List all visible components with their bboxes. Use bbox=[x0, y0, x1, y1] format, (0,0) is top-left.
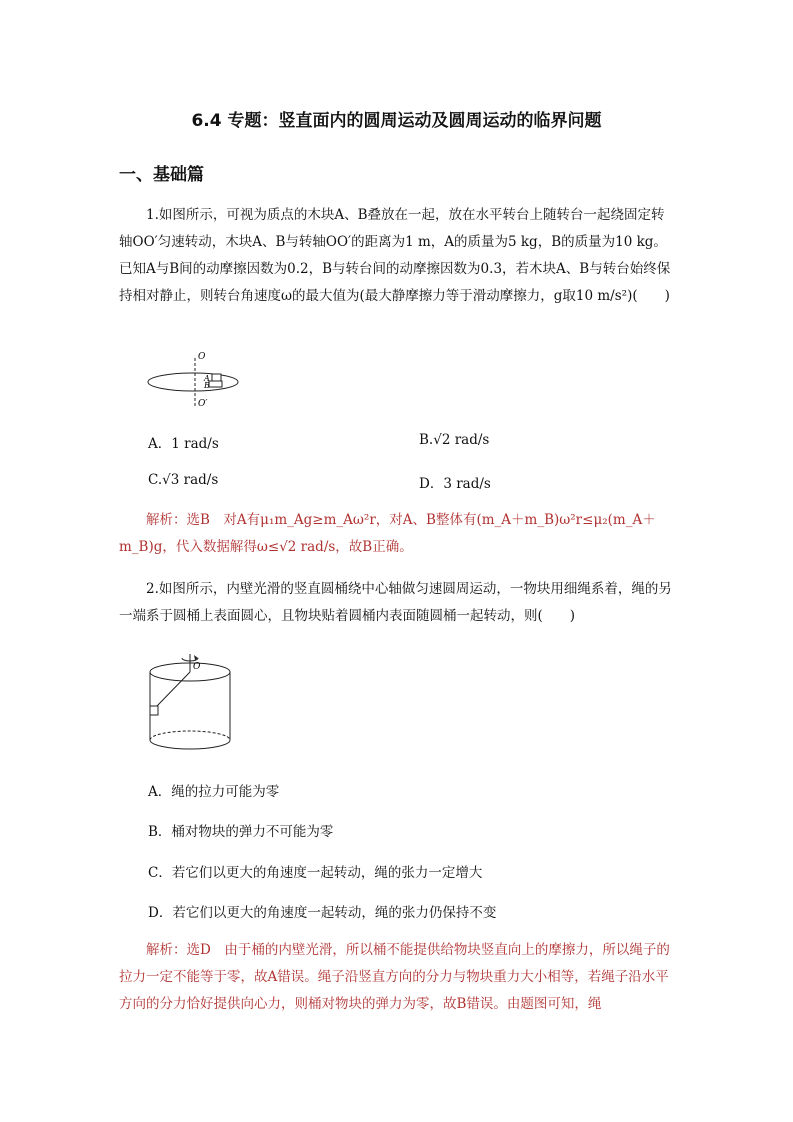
page-title: 6.4 专题：竖直面内的圆周运动及圆周运动的临界问题 bbox=[191, 111, 602, 131]
center-label-o: O bbox=[193, 662, 201, 672]
question-2-analysis: 解析：选D 由于桶的内壁光滑，所以桶不能提供给物块竖直向上的摩擦力，所以绳子的拉力一定不能等于零，故A错误。绳子沿竖直方向的分力与物块重力大小相等，若绳子沿水平方向的分力恰好提供向心力，则桶对物块的弹力为零，故B错误。由题图可知，绳 bbox=[119, 942, 670, 1012]
question-1-option-d: D．3 rad/s bbox=[419, 476, 491, 492]
question-1-analysis: 解析：选B 对A有μ₁m_Ag≥m_Aω²r，对A、B整体有(m_A＋m_B)ω²r≤μ₂(m_A＋m_B)g，代入数据解得ω≤√2 rad/s，故B正确。 bbox=[119, 512, 656, 555]
question-2-option-a: A．绳的拉力可能为零 bbox=[148, 784, 280, 800]
section-heading: 一、基础篇 bbox=[119, 165, 204, 185]
turntable-figure bbox=[140, 344, 250, 414]
question-2-option-d: D．若它们以更大的角速度一起转动，绳的张力仍保持不变 bbox=[148, 905, 497, 921]
cylinder-figure bbox=[140, 652, 260, 762]
question-1-option-a: A．1 rad/s bbox=[148, 436, 219, 452]
question-2-option-b: B．桶对物块的弹力不可能为零 bbox=[148, 824, 334, 840]
question-1-option-b: B.√2 rad/s bbox=[419, 432, 490, 448]
block-label-a: A bbox=[204, 374, 210, 383]
block-label-b: B bbox=[204, 381, 210, 390]
question-2-option-c: C．若它们以更大的角速度一起转动，绳的张力一定增大 bbox=[148, 865, 483, 881]
question-2-stem: 2.如图所示，内壁光滑的竖直圆桶绕中心轴做匀速圆周运动，一物块用细绳系着，绳的另一端系于圆桶上表面圆心，且物块贴着圆桶内表面随圆桶一起转动，则( ) bbox=[119, 581, 672, 624]
axis-label-o-prime: O′ bbox=[198, 399, 208, 409]
question-1-option-c: C.√3 rad/s bbox=[148, 472, 219, 488]
axis-label-o: O bbox=[198, 352, 206, 362]
question-1-stem: 1.如图所示，可视为质点的木块A、B叠放在一起，放在水平转台上随转台一起绕固定转轴OO′匀速转动，木块A、B与转轴OO′的距离为1 m，A的质量为5 kg，B的质量为10 kg。已知A与B间的动摩擦因数为0.2，B与转台间的动摩擦因数为0.3，若木块A、B与转台始终保持相对静止，则转台角速度ω的最大值为(最大静摩擦力等于滑动摩擦力，g取10 m/s²)( ) bbox=[119, 207, 671, 304]
